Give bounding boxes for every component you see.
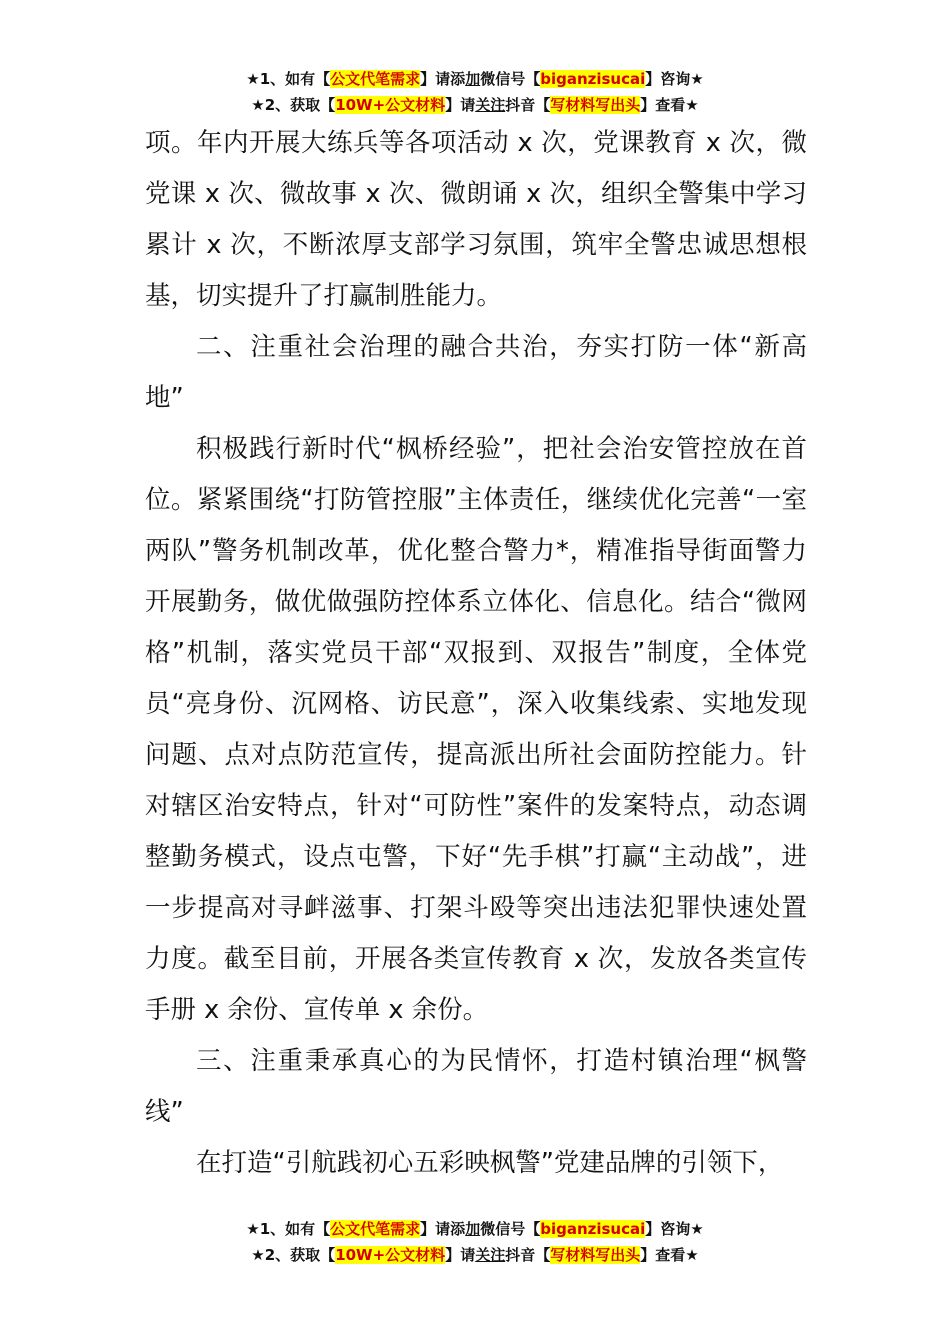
banner-highlight-service: 公文代笔需求 [330,1220,421,1238]
banner-text: ★1、如有【 [246,70,331,88]
banner-text: 】咨询★ [645,1220,704,1238]
banner-text: ★2、获取【 [251,96,336,114]
banner-highlight-douyin-id: 写材料写出头 [550,96,641,114]
banner-underline-text: 加 [465,1220,481,1238]
banner-text: 】请 [445,1246,476,1264]
banner-text: ★1、如有【 [246,1220,331,1238]
banner-text: 微信号【 [480,1220,541,1238]
banner-text: 抖音【 [505,96,551,114]
banner-text: 】查看★ [640,96,699,114]
banner-line-2 [0,92,950,118]
banner-text: 】咨询★ [645,70,704,88]
banner-highlight-service: 公文代笔需求 [330,70,421,88]
banner-text: 抖音【 [505,1246,551,1264]
banner-text: ★2、获取【 [251,1246,336,1264]
banner-highlight-wechat-id: biganzisucai [540,70,646,88]
paragraph-section-2: 积极践行新时代“枫桥经验”，把社会治安管控放在首位。紧紧围绕“打防管控服”主体责任，继续优化完善“一室两队”警务机制改革，优化整合警力*，精准指导街面警力开展勤务，做优做强防控体系立体化、信息化。结合“微网格”机制，落实党员干部“双报到、双报告”制度，全体党员“亮身份、沉网格、访民意”，深入收集线索、实地发现问题、点对点防范宣传，提高派出所社会面防控能力。针对辖区治安特点，针对“可防性”案件的发案特点，动态调整勤务模式，设点屯警，下好“先手棋”打赢“主动战”，进一步提高对寻衅滋事、打架斗殴等突出违法犯罪快速处置力度。截至目前，开展各类宣传教育 x 次，发放各类宣传手册 x 余份、宣传单 x 余份。 [145,434,807,1025]
footer-banner [0,1216,950,1268]
section-heading-3: 三、注重秉承真心的为民情怀，打造村镇治理“枫警线” [145,1046,807,1127]
banner-highlight-douyin-id: 写材料写出头 [550,1246,641,1264]
banner-text: 】请 [445,96,476,114]
banner-underline-text: 关注 [475,96,506,114]
banner-underline-text: 关注 [475,1246,506,1264]
document-body [145,118,807,1189]
paragraph-continuation: 项。年内开展大练兵等各项活动 x 次，党课教育 x 次，微党课 x 次、微故事 x 次、微朗诵 x 次，组织全警集中学习累计 x 次，不断浓厚支部学习氛围，筑牢全警忠诚思想根基，切实提升了打赢制胜能力。 [145,128,807,311]
banner-highlight-materials: 10W+公文材料 [335,1246,446,1264]
banner-highlight-materials: 10W+公文材料 [335,96,446,114]
header-banner [0,66,950,118]
section-heading-2: 二、注重社会治理的融合共治，夯实打防一体“新高地” [145,332,807,413]
banner-highlight-wechat-id: biganzisucai [540,1220,646,1238]
banner-text: 微信号【 [480,70,541,88]
banner-underline-text: 加 [465,70,481,88]
banner-line-1 [0,1216,950,1242]
banner-line-1 [0,66,950,92]
banner-text: 】请添 [420,70,466,88]
paragraph-section-3: 在打造“引航践初心五彩映枫警”党建品牌的引领下， [196,1148,784,1178]
banner-line-2 [0,1242,950,1268]
banner-text: 】查看★ [640,1246,699,1264]
banner-text: 】请添 [420,1220,466,1238]
